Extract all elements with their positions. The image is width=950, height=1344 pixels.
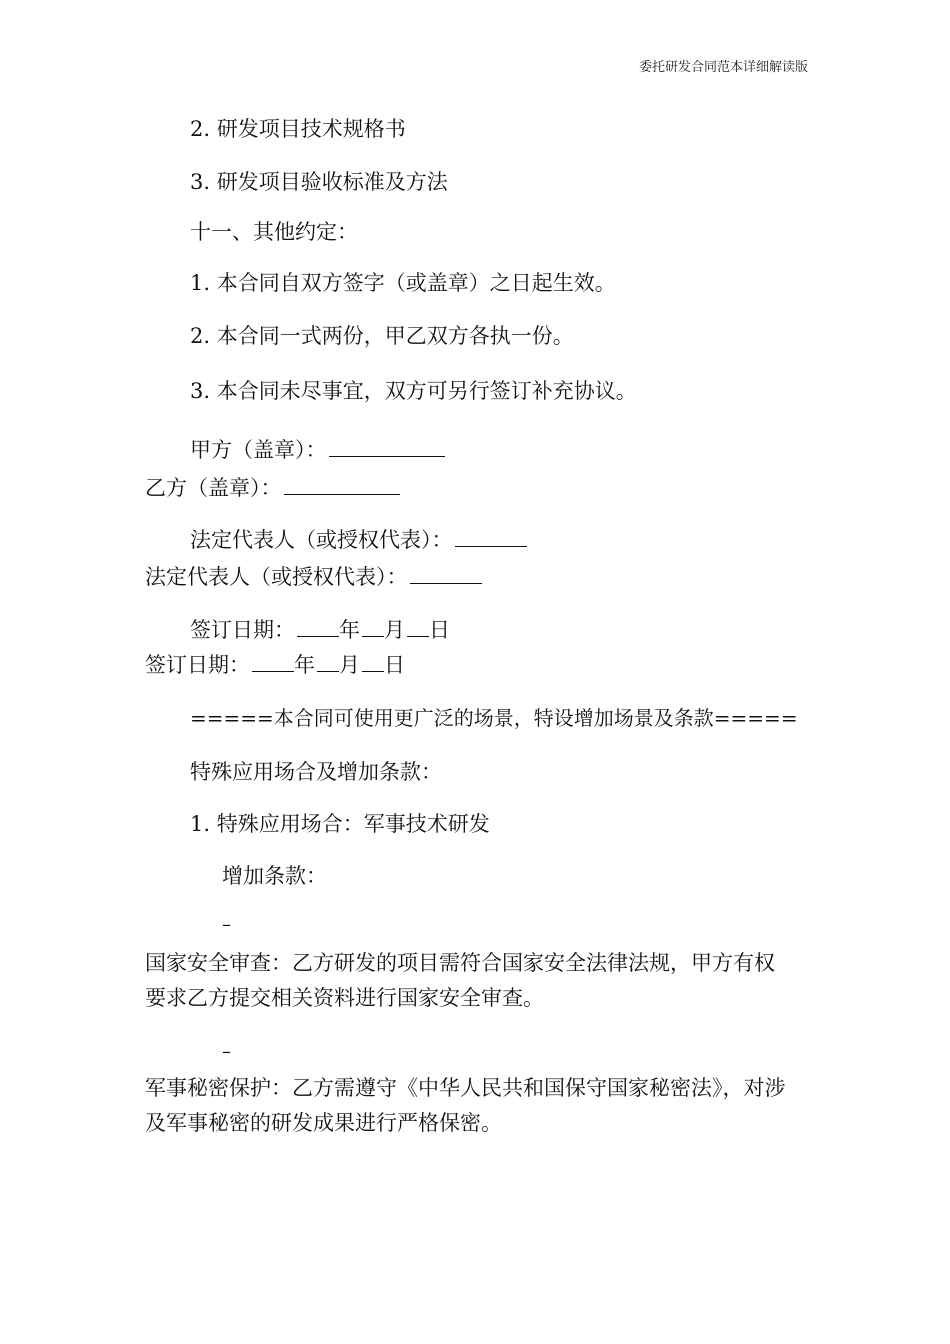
attachment-2: 2. 研发项目技术规格书 [190,117,406,141]
date-label: 签订日期： [145,653,250,677]
extension-title: 特殊应用场合及增加条款： [190,760,442,784]
section-11-item-2: 2. 本合同一式两份，甲乙双方各执一份。 [190,324,574,348]
attachment-3: 3. 研发项目验收标准及方法 [190,170,448,194]
party-a-date-line [190,612,850,648]
day-label: 日 [384,653,405,677]
party-b-seal-line [145,470,805,506]
month-label: 月 [384,618,405,642]
party-b-label: 乙方（盖章）： [145,476,282,500]
party-b-rep-blank[interactable] [410,559,482,584]
month-blank[interactable] [317,647,339,672]
special-case-1: 1. 特殊应用场合：军事技术研发 [190,812,490,836]
date-label: 签订日期： [190,618,295,642]
clause-1-dash: – [222,914,231,935]
day-blank[interactable] [407,612,429,637]
party-a-rep-label: 法定代表人（或授权代表）： [190,528,453,552]
party-b-rep-line [145,559,805,595]
party-b-rep-label: 法定代表人（或授权代表）： [145,565,408,589]
day-label: 日 [429,618,450,642]
day-blank[interactable] [362,647,384,672]
month-label: 月 [339,653,360,677]
clause-national-security: 国家安全审查：乙方研发的项目需符合国家安全法律法规，甲方有权要求乙方提交相关资料进行国家安全审查。 [145,951,775,1010]
party-a-label: 甲方（盖章）： [190,438,327,462]
clause-2-dash: – [222,1041,231,1062]
party-b-date-line [145,647,805,683]
party-a-seal-line [190,432,850,468]
section-11-item-3: 3. 本合同未尽事宜，双方可另行签订补充协议。 [190,379,637,403]
year-label: 年 [339,618,360,642]
section-11-heading: 十一、其他约定： [190,220,358,244]
party-a-rep-blank[interactable] [455,522,527,547]
party-a-rep-line [190,522,850,558]
clause-military-secret: 军事秘密保护：乙方需遵守《中华人民共和国保守国家秘密法》，对涉及军事秘密的研发成果进行严格保密。 [145,1076,786,1135]
year-label: 年 [294,653,315,677]
year-blank[interactable] [252,647,294,672]
party-b-blank[interactable] [284,470,400,495]
party-a-blank[interactable] [329,432,445,457]
page-header: 委托研发合同范本详细解读版 [638,60,808,75]
added-clauses-label: 增加条款： [222,864,327,888]
section-11-item-1: 1. 本合同自双方签字（或盖章）之日起生效。 [190,271,616,295]
extension-banner: =====本合同可使用更广泛的场景，特设增加场景及条款===== [190,706,798,730]
year-blank[interactable] [297,612,339,637]
month-blank[interactable] [362,612,384,637]
